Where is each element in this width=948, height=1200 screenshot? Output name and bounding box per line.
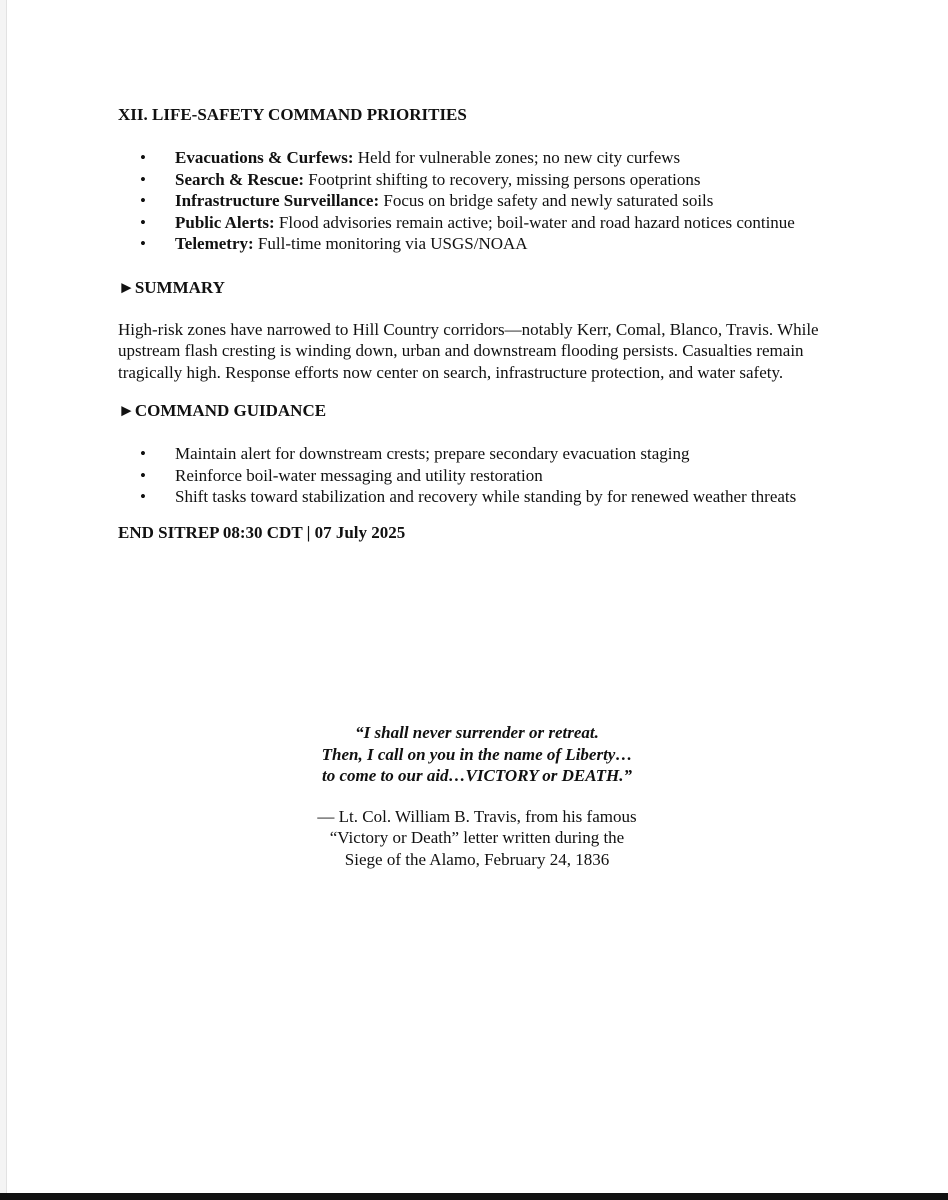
bullet-icon: • xyxy=(140,444,146,463)
bullet-icon: • xyxy=(140,465,146,485)
item-label: Telemetry: xyxy=(175,234,254,253)
attribution-line: Siege of the Alamo, February 24, 1836 xyxy=(344,849,610,869)
list-item xyxy=(118,233,858,255)
quote-line: Then, I call on you in the name of Liberty… xyxy=(321,744,633,764)
attribution-line: — Lt. Col. William B. Travis, from his famous xyxy=(317,806,637,826)
item-text: Flood advisories remain active; boil-water and road hazard notices continue xyxy=(274,212,795,232)
quote-block xyxy=(207,722,747,870)
item-text: Footprint shifting to recovery, missing persons operations xyxy=(304,169,701,189)
summary-paragraph: High-risk zones have narrowed to Hill Country corridors—notably Kerr, Comal, Blanco, Travis. While upstream flash cresting is winding down, urban and downstream flooding persists. Casualties remain tragically high. Response efforts now center on search, infrastructure protection, and water safety. xyxy=(118,319,819,382)
item-text: Held for vulnerable zones; no new city curfews xyxy=(353,148,681,167)
bullet-icon: • xyxy=(140,191,146,210)
list-item xyxy=(118,465,858,487)
bottom-edge-bar xyxy=(0,1193,948,1200)
list-item xyxy=(118,212,858,234)
attribution-line: “Victory or Death” letter written during the xyxy=(329,828,625,847)
bullet-icon: • xyxy=(140,487,146,506)
bullet-icon: • xyxy=(140,169,146,189)
bullet-icon: • xyxy=(140,212,146,232)
item-label: Search & Rescue: xyxy=(175,169,305,189)
guidance-list xyxy=(118,443,858,508)
item-label: Infrastructure Surveillance: xyxy=(175,191,380,210)
quote-attribution xyxy=(207,806,747,871)
document-body xyxy=(118,104,858,543)
item-text: Reinforce boil-water messaging and utility restoration xyxy=(175,465,543,485)
quote-text xyxy=(207,722,747,787)
item-label: Public Alerts: xyxy=(175,212,275,232)
list-item xyxy=(118,169,858,191)
bullet-icon: • xyxy=(140,148,146,167)
item-text: Maintain alert for downstream crests; prepare secondary evacuation staging xyxy=(175,444,690,463)
item-label: Evacuations & Curfews: xyxy=(175,148,354,167)
document-page xyxy=(6,0,948,1193)
item-text: Focus on bridge safety and newly saturated soils xyxy=(379,191,714,210)
guidance-heading: ►COMMAND GUIDANCE xyxy=(118,401,327,420)
list-item xyxy=(118,486,858,508)
list-item xyxy=(118,443,858,465)
item-text: Shift tasks toward stabilization and recovery while standing by for renewed weather threats xyxy=(175,487,797,506)
item-text: Full-time monitoring via USGS/NOAA xyxy=(253,234,528,253)
summary-heading: ►SUMMARY xyxy=(118,277,225,297)
quote-line: “I shall never surrender or retreat. xyxy=(355,723,599,742)
priorities-list xyxy=(118,147,858,255)
list-item xyxy=(118,190,858,212)
quote-line: to come to our aid…VICTORY or DEATH.” xyxy=(322,766,632,785)
list-item xyxy=(118,147,858,169)
bullet-icon: • xyxy=(140,234,146,253)
section-heading: XII. LIFE-SAFETY COMMAND PRIORITIES xyxy=(118,105,467,124)
end-sitrep-line: END SITREP 08:30 CDT | 07 July 2025 xyxy=(118,522,406,542)
